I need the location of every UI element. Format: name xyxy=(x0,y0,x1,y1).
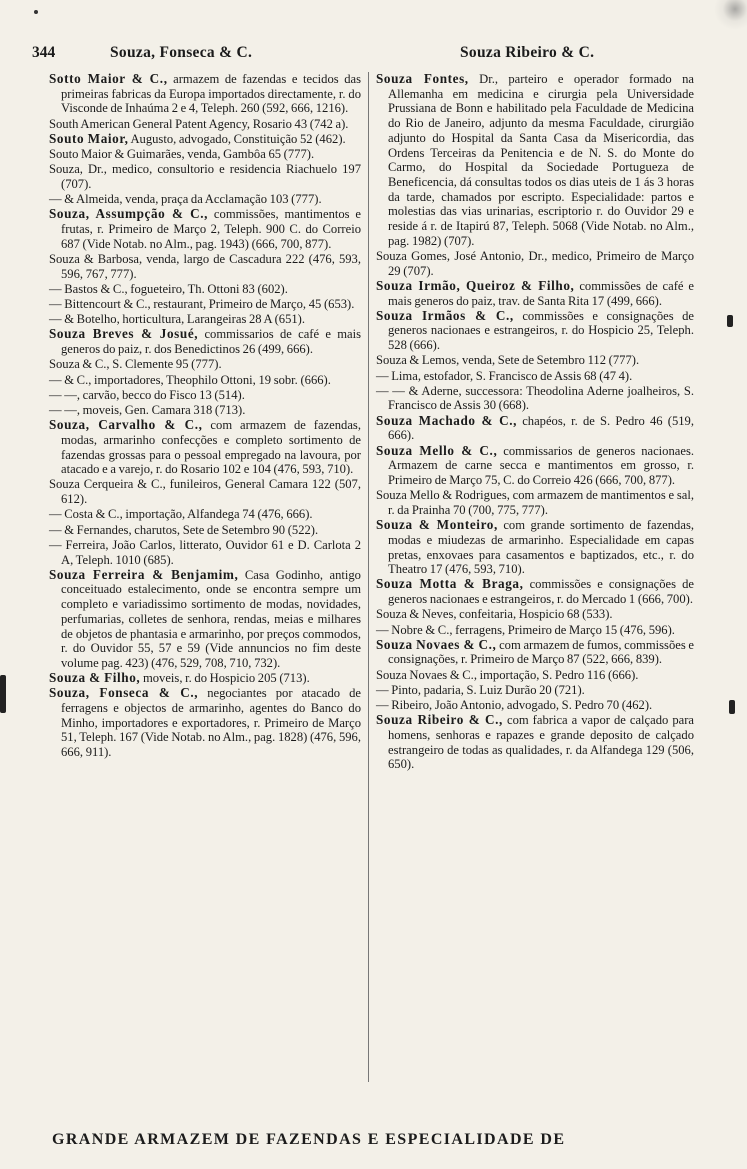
entry-text: Casa Godinho, antigo conceituado estalecimento, onde se encontra sempre um completo e variadissimo sortimento de modas, novidades, perfumarias, colletes de senhora, rendas, meias e milhares de objetos de phantasia e armarinho, por preços commodos, r. do Ouvidor 55, 57 e 59 (Vide annuncios no fim deste volume pag. 423) (476, 529, 708, 710, 732). xyxy=(61,567,361,670)
entry-text: Souza & Barbosa, venda, largo de Cascadura 222 (476, 593, 596, 767, 777). xyxy=(49,251,361,281)
directory-entry xyxy=(49,568,361,671)
entry-name: Souza, Assumpção & C., xyxy=(49,206,209,222)
directory-entry xyxy=(49,388,361,403)
directory-entry xyxy=(49,418,361,477)
entry-text: commissões de café e mais generos do paiz, trav. de Santa Rita 17 (499, 666). xyxy=(388,278,694,308)
entry-text: chapéos, r. de S. Pedro 46 (519, 666). xyxy=(388,413,694,443)
entry-text: — Ferreira, João Carlos, litterato, Ouvidor 61 e D. Carlota 2 A, Teleph. 1010 (685). xyxy=(49,537,361,567)
right-margin-mark-1 xyxy=(727,315,733,327)
entry-text: — & C., importadores, Theophilo Ottoni, 19 sobr. (666). xyxy=(49,372,331,387)
page-number: 344 xyxy=(32,44,56,61)
entry-text: commissões, mantimentos e frutas, r. Primeiro de Março 2, Teleph. 900 C. do Correio 687 (Vide Notab. no Alm., pag. 1943) (666, 700, 877). xyxy=(61,207,362,251)
entry-text: Souto Maior & Guimarães, venda, Gambôa 65 (777). xyxy=(49,147,315,162)
entry-text: — —, carvão, becco do Fisco 13 (514). xyxy=(49,387,245,402)
entry-text: Souza Mello & Rodrigues, com armazem de mantimentos e sal, r. da Prainha 70 (700, 775, 777). xyxy=(376,488,694,517)
entry-name: Souza Ferreira & Benjamim, xyxy=(49,566,239,582)
entry-name: Souza Breves & Josué, xyxy=(49,326,199,342)
entry-text: — Costa & C., importação, Alfandega 74 (476, 666). xyxy=(49,507,313,522)
header-left-term: Souza, Fonseca & C. xyxy=(110,44,253,61)
entry-text: com fabrica a vapor de calçado para homens, senhoras e rapazes e grande deposito de calçado estrangeiro de todas as qualidades, r. da Alfandega 129 (506, 650). xyxy=(388,713,694,772)
left-column xyxy=(49,72,361,760)
directory-entry xyxy=(376,713,694,772)
entry-text: — & Almeida, venda, praça da Acclamação 103 (777). xyxy=(49,192,322,207)
directory-entry xyxy=(49,162,361,191)
entry-name: Souza & Filho, xyxy=(49,670,141,686)
directory-entry xyxy=(376,607,694,622)
header-right-term: Souza Ribeiro & C. xyxy=(460,44,595,61)
directory-entry xyxy=(376,414,694,443)
directory-entry xyxy=(49,686,361,760)
directory-entry xyxy=(49,282,361,297)
entry-text: Souza Gomes, José Antonio, Dr., medico, Primeiro de Março 29 (707). xyxy=(376,248,694,278)
directory-entry xyxy=(49,477,361,506)
directory-entry xyxy=(49,252,361,281)
entry-name: Souza Fontes, xyxy=(376,71,469,86)
page-corner-stain xyxy=(707,0,747,30)
entry-text: South American General Patent Agency, Rosario 43 (742 a). xyxy=(49,116,349,131)
entry-text: — Lima, estofador, S. Francisco de Assis 68 (47 4). xyxy=(376,368,633,383)
directory-entry xyxy=(49,117,361,132)
directory-entry xyxy=(376,369,694,384)
directory-entry xyxy=(49,72,361,116)
directory-entry xyxy=(49,147,361,162)
entry-name: Sotto Maior & C., xyxy=(49,71,168,86)
entry-text: — & Fernandes, charutos, Sete de Setembro 90 (522). xyxy=(49,522,319,537)
directory-entry xyxy=(49,507,361,522)
entry-text: — Nobre & C., ferragens, Primeiro de Março 15 (476, 596). xyxy=(376,622,675,637)
directory-entry xyxy=(376,577,694,606)
column-divider xyxy=(368,72,369,1082)
directory-entry xyxy=(376,698,694,713)
directory-entry xyxy=(376,444,694,488)
directory-entry xyxy=(49,192,361,207)
entry-text: — Bittencourt & C., restaurant, Primeiro de Março, 45 (653). xyxy=(49,297,355,312)
entry-text: commissarios de café e mais generos do paiz, r. dos Benedictinos 26 (499, 666). xyxy=(61,327,361,357)
directory-entry xyxy=(376,279,694,308)
entry-name: Souto Maior, xyxy=(49,130,129,146)
directory-entry xyxy=(376,623,694,638)
entry-text: commissões e consignações de generos nacionaes e estrangeiros, r. do Mercado 1 (666, 700). xyxy=(388,577,695,607)
entry-text: commissões e consignações de generos nacionaes e estrangeiros, r. do Hospicio 25, Teleph. 528 (666). xyxy=(388,308,695,353)
right-margin-mark-2 xyxy=(729,700,735,714)
right-column xyxy=(376,72,694,773)
entry-text: — Bastos & C., fogueteiro, Th. Ottoni 83 (602). xyxy=(49,281,288,296)
entry-text: — Pinto, padaria, S. Luiz Durão 20 (721). xyxy=(376,682,585,697)
entry-text: moveis, r. do Hospicio 205 (713). xyxy=(140,671,310,686)
directory-entry xyxy=(49,132,361,147)
directory-entry xyxy=(49,312,361,327)
running-header xyxy=(30,40,720,66)
directory-entry xyxy=(376,518,694,577)
directory-entry xyxy=(49,403,361,418)
directory-entry xyxy=(376,353,694,368)
directory-entry xyxy=(49,297,361,312)
directory-entry xyxy=(376,72,694,248)
entry-name: Souza & Monteiro, xyxy=(376,517,498,533)
entry-text: Souza Cerqueira & C., funileiros, General Camara 122 (507, 612). xyxy=(49,477,361,507)
entry-name: Souza, Carvalho & C., xyxy=(49,417,203,433)
entry-name: Souza Novaes & C., xyxy=(376,636,497,652)
directory-entry xyxy=(49,327,361,356)
entry-name: Souza Irmãos & C., xyxy=(376,307,514,323)
directory-entry xyxy=(49,373,361,388)
directory-entry xyxy=(376,249,694,278)
ink-dot xyxy=(34,10,38,14)
directory-entry xyxy=(376,384,694,413)
directory-entry xyxy=(49,523,361,538)
entry-name: Souza Irmão, Queiroz & Filho, xyxy=(376,277,575,293)
entry-name: Souza Machado & C., xyxy=(376,412,517,428)
directory-entry xyxy=(376,309,694,353)
entry-text: Souza & C., S. Clemente 95 (777). xyxy=(49,357,222,372)
entry-text: — —, moveis, Gen. Camara 318 (713). xyxy=(49,402,246,417)
entry-text: Souza & Lemos, venda, Sete de Setembro 112 (777). xyxy=(376,353,640,368)
directory-entry xyxy=(49,357,361,372)
entry-text: com grande sortimento de fazendas, modas e miudezas de armarinho. Especialidade em capas pretas, enxovaes para casamentos e baptizados, etc., r. do Theatro 17 (476, 593, 710). xyxy=(388,518,694,577)
left-margin-mark xyxy=(0,675,6,713)
entry-text: negociantes por atacado de ferragens e objectos de armarinho, agentes do Banco do Minho, importadores e exportadores, r. Primeiro de Março 51, Teleph. 167 (Vide Notab. no Alm., pag. 1828) (476, 596, 666, 911). xyxy=(61,686,361,760)
entry-text: Souza Novaes & C., importação, S. Pedro 116 (666). xyxy=(376,667,639,682)
entry-name: Souza, Fonseca & C., xyxy=(49,685,199,701)
entry-text: com armazem de fazendas, modas, armarinho confecções e completo sortimento de fazendas grossas para o pessoal empregado na lavoura, por atacado e a varejo, r. do Rosario 102 e 104 (476, 593, 710). xyxy=(61,418,361,477)
entry-text: — Ribeiro, João Antonio, advogado, S. Pedro 70 (462). xyxy=(376,698,653,713)
entry-text: armazem de fazendas e tecidos das primeiras fabricas da Europa importados directamente, r. do Visconde de Inhaúma 2 e 4, Teleph. 260 (592, 666, 1216). xyxy=(61,72,361,116)
entry-text: Dr., parteiro e operador formado na Allemanha em medicina e cirurgia pela Universidade Prussiana de Bonn e habilitado pela Faculdade de Medicina do Rio de Janeiro, adjunto da mesma Faculdade, cirurgião adjunto do Hospital da Santa Casa da Misericordia, das Ordens Terceiras da Penitencia e de N. S. do Monte do Carmo, do Hospital da Sociedade Portugueza de Beneficencia, dá consultas todos os dias uteis de 1 ás 3 horas da tarde, chamados por escripto. Especialidade: partos e molestias das vias urinarias, escriptorio r. do Ouvidor 29 e reside á r. de Itapirú 87, Teleph. 5068 (Vide Notab. no Alm., pag. 1982) (707). xyxy=(388,72,694,248)
entry-text: — — & Aderne, successora: Theodolina Aderne joalheiros, S. Francisco de Assis 30 (668). xyxy=(376,383,694,413)
footer-banner: GRANDE ARMAZEM DE FAZENDAS E ESPECIALIDADE DE xyxy=(52,1131,566,1148)
directory-entry xyxy=(376,683,694,698)
entry-name: Souza Ribeiro & C., xyxy=(376,712,503,728)
entry-text: Souza, Dr., medico, consultorio e residencia Riachuelo 197 (707). xyxy=(49,162,361,191)
directory-entry xyxy=(49,538,361,567)
entry-name: Souza Motta & Braga, xyxy=(376,576,524,592)
entry-text: Souza & Neves, confeitaria, Hospicio 68 (533). xyxy=(376,607,613,622)
directory-entry xyxy=(49,671,361,686)
directory-entry xyxy=(376,638,694,667)
entry-text: com armazem de fumos, commissões e consignações, r. Primeiro de Março 87 (522, 666, 839). xyxy=(388,637,694,667)
entry-text: — & Botelho, horticultura, Larangeiras 28 A (651). xyxy=(49,312,306,327)
entry-name: Souza Mello & C., xyxy=(376,442,498,458)
directory-entry xyxy=(49,207,361,251)
directory-entry xyxy=(376,488,694,517)
directory-entry xyxy=(376,668,694,683)
entry-text: commissarios de generos nacionaes. Armazem de carne secca e mantimentos em grosso, r. Primeiro de Março 75, C. do Correio 426 (666, 700, 877). xyxy=(388,443,695,487)
entry-text: Augusto, advogado, Constituição 52 (462). xyxy=(128,131,346,146)
